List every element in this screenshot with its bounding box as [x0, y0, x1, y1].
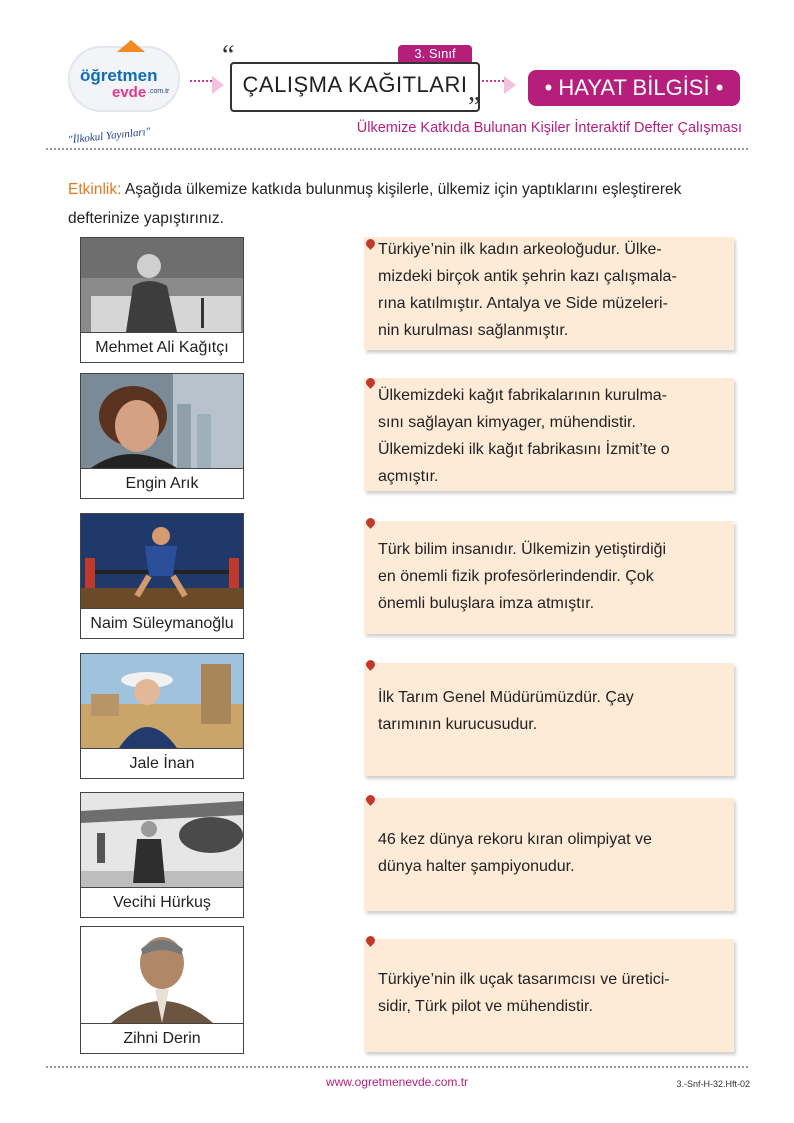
- footer-code: 3.-Snf-H-32.Hft-02: [676, 1079, 750, 1089]
- description-note[interactable]: [364, 237, 734, 350]
- person-name: Mehmet Ali Kağıtçı: [81, 332, 243, 362]
- note-text: Ülkemizdeki kağıt fabrikalarının kurulma- sını sağlayan kimyager, mühendistir. Ülkemizdeki ilk kağıt fabrikasını İzmit’te o açmıştır.: [378, 387, 670, 485]
- quote-open: “: [222, 40, 235, 71]
- note-text: Türkiye’nin ilk uçak tasarımcısı ve üretici- sidir, Türk pilot ve mühendistir.: [378, 971, 670, 1015]
- person-card[interactable]: [80, 792, 244, 918]
- portrait-photo: [81, 793, 243, 887]
- logo-domain: .com.tr: [148, 88, 170, 95]
- portrait-photo: [81, 927, 243, 1023]
- subject-badge: • HAYAT BİLGİSİ •: [528, 70, 740, 106]
- person-card[interactable]: [80, 373, 244, 499]
- description-note[interactable]: [364, 939, 734, 1052]
- note-text: Türkiye’nin ilk kadın arkeoloğudur. Ülke- mizdeki birçok antik şehrin kazı çalışmala- rına katılmıştır. Antalya ve Side müzeleri- nin kurulması sağlanmıştır.: [378, 241, 677, 339]
- person-name: Vecihi Hürkuş: [81, 887, 243, 917]
- portrait-photo: [81, 654, 243, 748]
- logo-tagline: "İlkokul Yayınları": [67, 125, 151, 147]
- pin-icon: [364, 658, 377, 671]
- footer-url[interactable]: www.ogretmenevde.com.tr: [325, 1075, 469, 1089]
- note-text: İlk Tarım Genel Müdürümüzdür. Çay tarımının kurucusudur.: [378, 689, 634, 733]
- note-text: Türk bilim insanıdır. Ülkemizin yetiştirdiği en önemli fizik profesörlerindendir. Çok önemli buluşlara imza atmıştır.: [378, 541, 667, 612]
- portrait-photo: [81, 514, 243, 608]
- pin-icon: [364, 793, 377, 806]
- person-card[interactable]: [80, 237, 244, 363]
- person-name: Jale İnan: [81, 748, 243, 778]
- pin-icon: [364, 376, 377, 389]
- instruction: [68, 175, 728, 233]
- worksheet-title: ÇALIŞMA KAĞITLARI: [242, 72, 468, 97]
- arrow-line-2: [482, 80, 504, 92]
- divider-top: [46, 148, 748, 150]
- pin-icon: [364, 934, 377, 947]
- portrait-photo: [81, 374, 243, 468]
- person-card[interactable]: [80, 926, 244, 1054]
- arrow-right-icon: [212, 76, 224, 94]
- description-note[interactable]: [364, 663, 734, 776]
- logo-word-1: öğretmen: [80, 66, 158, 85]
- person-name: Zihni Derin: [81, 1023, 243, 1053]
- logo-word-2: evde: [112, 84, 147, 101]
- portrait-photo: [81, 238, 243, 332]
- grade-tab: 3. Sınıf: [398, 45, 472, 63]
- arrow-line-1: [190, 80, 212, 92]
- pin-icon: [364, 516, 377, 529]
- instruction-text: Aşağıda ülkemize katkıda bulunmuş kişilerle, ülkemiz için yaptıklarını eşleştirerek defterinize yapıştırınız.: [68, 181, 682, 227]
- description-note[interactable]: [364, 521, 734, 634]
- person-name: Naim Süleymanoğlu: [81, 608, 243, 638]
- divider-bottom: [46, 1066, 748, 1068]
- person-card[interactable]: [80, 513, 244, 639]
- arrow-right-icon: [504, 76, 516, 94]
- publisher-logo: [60, 36, 190, 147]
- instruction-label: Etkinlik:: [68, 181, 122, 198]
- person-name: Engin Arık: [81, 468, 243, 498]
- note-text: 46 kez dünya rekoru kıran olimpiyat ve dünya halter şampiyonudur.: [378, 831, 652, 875]
- house-icon: [117, 40, 145, 52]
- quote-close: ”: [468, 92, 481, 123]
- worksheet-title-box: [230, 62, 480, 112]
- worksheet-subtitle: Ülkemize Katkıda Bulunan Kişiler İnteraktif Defter Çalışması: [356, 120, 742, 136]
- description-note[interactable]: [364, 378, 734, 491]
- description-note[interactable]: [364, 798, 734, 911]
- pin-icon: [364, 237, 377, 250]
- person-card[interactable]: [80, 653, 244, 779]
